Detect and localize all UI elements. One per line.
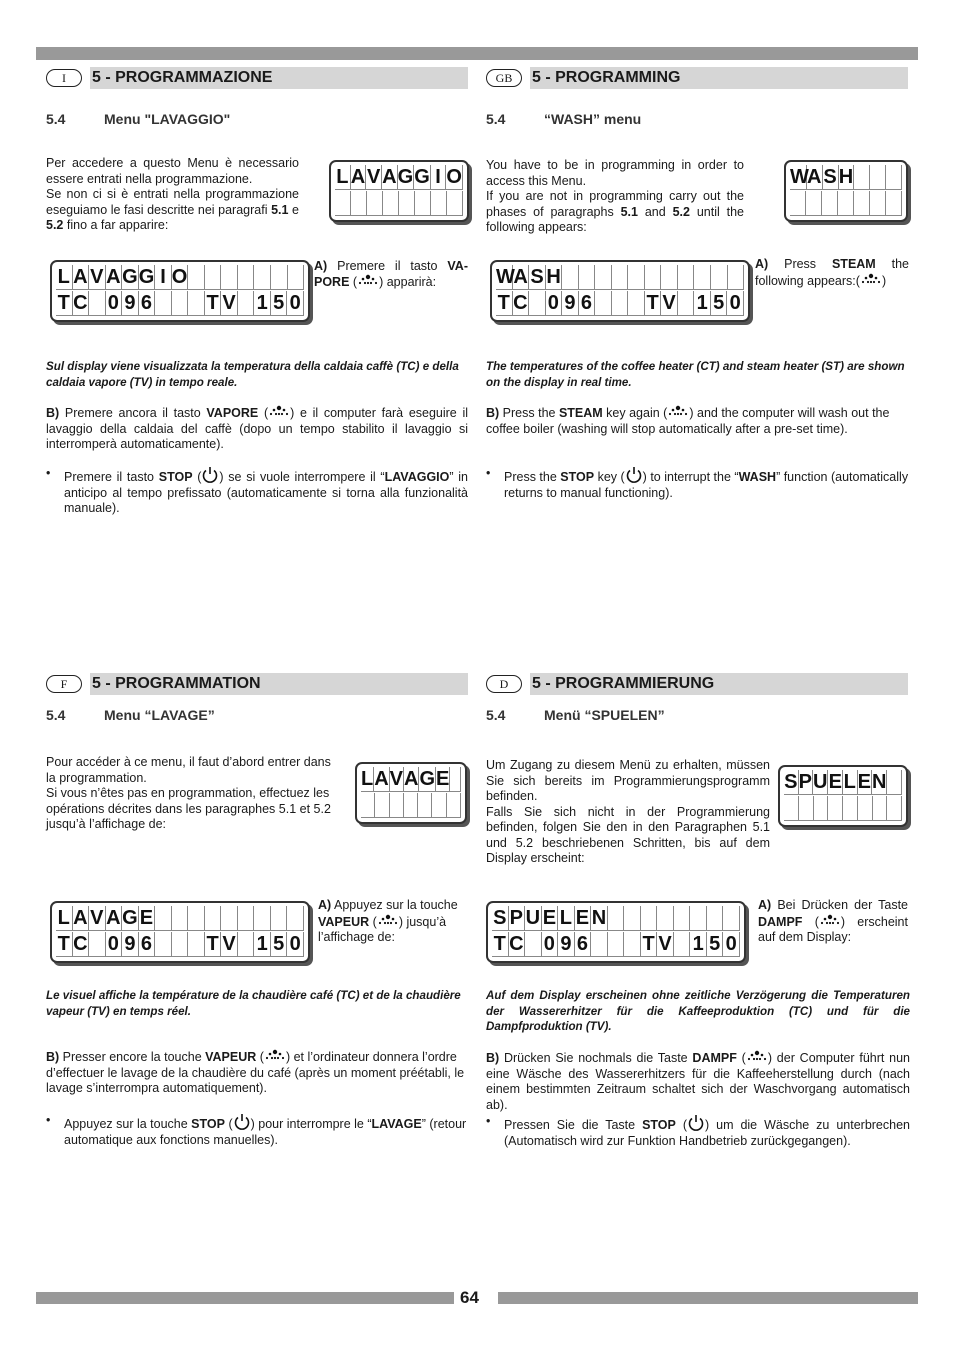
subsection-label: Menu "LAVAGGIO" xyxy=(104,111,231,127)
lcd-cell xyxy=(188,291,205,316)
lcd-cell xyxy=(886,191,902,216)
lcd-cell: V xyxy=(221,291,238,316)
lcd-cell: A xyxy=(807,166,822,188)
power-icon xyxy=(233,1113,251,1131)
steam-icon xyxy=(746,1050,768,1064)
subsection-number: 5.4 xyxy=(46,707,66,723)
lcd-cell: 6 xyxy=(579,291,596,316)
lcd-cell xyxy=(155,291,172,316)
lcd-cell: A xyxy=(106,266,121,288)
lcd-cell xyxy=(221,906,238,931)
intro-text: Pour accéder à ce menu, il faut d’abord entrer dans la programmation. Si vous n’êtes pas en programmation, effectuez les opérations décrites dans les paragraphes 5.1 et 5.2 jusqu’à l’affichage de: xyxy=(46,755,331,831)
lcd-cell xyxy=(784,796,799,821)
lcd-cell: C xyxy=(73,292,88,314)
step-stop: • Premere il tasto STOP ( ) se si vuole interrompere il “LAVAGGIO” in anticipo al tempo prefissato (automaticamente si torna alla funzionalità manuale). xyxy=(46,466,468,515)
realtime-note: Auf dem Display erscheinen ohne zeitliche Verzögerung die Temperaturen der Wassererhitzer für die Kaffeeproduktion (TC) und für die Dampfproduktion (TV). xyxy=(486,989,910,1033)
intro-text: Per accedere a questo Menu è necessario essere entrati nella programmazione. Se non ci si è entrati nella programmazione eseguiamo le fasi descritte nei paragrafi 5.1 e 5.2 fino a far apparire: xyxy=(46,156,299,232)
lcd-cell xyxy=(89,932,106,957)
lcd-cell: O xyxy=(446,166,462,188)
lcd-cell: A xyxy=(73,907,88,929)
lcd-cell xyxy=(870,165,886,190)
lcd-cell xyxy=(612,291,629,316)
step-b: B) Premere ancora il tasto VAPORE ( ) e il computer farà eseguire il lavaggio della caldaia del caffè (dopo un tempo stabilito il lavaggio si interromperà automaticamente). xyxy=(46,406,468,451)
lcd-cell: 1 xyxy=(254,291,271,316)
lcd-line-2 xyxy=(335,191,463,217)
lcd-cell: T xyxy=(56,932,73,957)
section-title: 5 - PROGRAMMING xyxy=(530,67,908,89)
lcd-cell: W xyxy=(790,166,809,188)
lcd-cell: I xyxy=(431,165,447,190)
lcd-cell xyxy=(288,265,305,290)
lcd-cell xyxy=(608,932,625,957)
lcd-cell xyxy=(188,906,205,931)
lcd-cell: S xyxy=(492,906,509,931)
lcd-cell: A xyxy=(513,266,528,288)
lcd-cell: G xyxy=(138,266,155,288)
lcd-cell: L xyxy=(56,906,73,931)
lcd-cell xyxy=(579,265,596,290)
lcd-cell xyxy=(854,191,870,216)
lcd-cell xyxy=(641,906,658,931)
power-icon xyxy=(687,1114,705,1132)
lcd-cell: H xyxy=(838,166,854,188)
lcd-cell xyxy=(383,191,399,216)
lcd-cell xyxy=(828,796,843,821)
steam-icon xyxy=(357,274,379,288)
section-title: 5 - PROGRAMMAZIONE xyxy=(90,67,468,89)
step-a: A) Press STEAM the following appears:( ) xyxy=(755,257,909,288)
steam-icon xyxy=(819,914,841,928)
lcd-cell: 0 xyxy=(723,932,740,957)
lcd-cell: 6 xyxy=(139,291,156,316)
bullet: • xyxy=(46,466,51,480)
lcd-cell: N xyxy=(872,771,887,793)
lcd-cell xyxy=(205,906,222,931)
subsection-number: 5.4 xyxy=(486,111,506,127)
intro-text: You have to be in programming in order to access this Menu. If you are not in programming carry out the phases of paragraphs 5.1 and 5.2 until the following appears: xyxy=(486,158,744,234)
lcd-line-1 xyxy=(790,165,902,191)
lcd-cell xyxy=(887,770,902,795)
lcd-cell xyxy=(822,191,838,216)
lcd-cell xyxy=(172,291,189,316)
lcd-cell xyxy=(595,291,612,316)
section-header xyxy=(46,67,468,89)
step-b: B) Press the STEAM key again ( ) and the computer will wash out the coffee boiler (washing will stop automatically after a pre-set time). xyxy=(486,406,890,436)
lcd-cell xyxy=(431,191,447,216)
lcd-cell: E xyxy=(575,906,592,931)
lcd-line-2 xyxy=(56,932,304,958)
lcd-line-1 xyxy=(335,165,463,191)
lcd-cell: E xyxy=(436,768,450,790)
subsection-label: Menu “LAVAGE” xyxy=(104,707,215,723)
lcd-cell: V xyxy=(89,265,106,290)
lcd-cell: E xyxy=(857,771,871,793)
lcd-cell: V xyxy=(389,768,404,790)
lcd-cell xyxy=(806,191,822,216)
lcd-cell: L xyxy=(558,906,575,931)
lcd-cell: T xyxy=(641,932,658,957)
lcd-cell xyxy=(447,191,463,216)
lcd-cell xyxy=(612,265,629,290)
footer-bar-right xyxy=(498,1292,918,1304)
lcd-cell: 9 xyxy=(122,291,139,316)
lcd-cell: P xyxy=(798,771,812,793)
lcd-cell: L xyxy=(843,771,856,793)
lcd-cell: V xyxy=(89,906,106,931)
lcd-cell: T xyxy=(645,291,662,316)
lcd-cell: 9 xyxy=(558,932,575,957)
lcd-cell: T xyxy=(496,291,513,316)
steam-icon xyxy=(860,273,882,287)
section-italian xyxy=(46,67,468,89)
lcd-cell xyxy=(287,906,304,931)
section-title: 5 - PROGRAMMATION xyxy=(90,673,468,695)
lcd-cell: U xyxy=(525,907,541,929)
lcd-cell xyxy=(335,191,351,216)
lcd-cell xyxy=(873,796,888,821)
lcd-cell: 0 xyxy=(542,932,559,957)
section-german xyxy=(486,673,908,695)
lcd-cell xyxy=(645,265,662,290)
lcd-cell: H xyxy=(546,266,561,288)
intro-text: Um Zugang zu diesem Menü zu erhalten, müssen Sie sich bereits im Programmierungsprogramm befinden. Falls Sie sich nicht in der Programmierung befinden, folgen Sie den in den Paragraphen 5.1 und 5.2 beschriebenen Schritten, bis auf dem Display erscheint: xyxy=(486,758,770,865)
lcd-cell xyxy=(728,265,745,290)
lcd-line-1 xyxy=(361,767,461,793)
lcd-cell: A xyxy=(382,166,397,188)
lcd-cell xyxy=(390,793,404,818)
lcd-cell: 1 xyxy=(254,932,271,957)
lcd-cell: C xyxy=(513,292,528,314)
section-header xyxy=(46,673,468,695)
lcd-line-2 xyxy=(361,793,461,819)
lcd-cell xyxy=(351,191,367,216)
lcd-cell: 0 xyxy=(546,291,563,316)
realtime-note: Sul display viene visualizzata la temperatura della caldaia caffè (TC) e della caldaia vapore (TV) in tempo reale. xyxy=(46,360,459,389)
bullet: • xyxy=(486,466,491,480)
lcd-cell xyxy=(188,932,205,957)
lcd-line-1 xyxy=(56,265,304,291)
language-flag: I xyxy=(46,69,82,87)
lcd-cell xyxy=(399,191,415,216)
lcd-cell: L xyxy=(335,165,351,190)
bullet: • xyxy=(46,1113,51,1127)
section-title: 5 - PROGRAMMIERUNG xyxy=(530,673,908,695)
lcd-cell: A xyxy=(350,166,366,188)
top-bar xyxy=(36,47,918,60)
lcd-cell: G xyxy=(397,166,414,188)
lcd-cell xyxy=(188,265,205,290)
lcd-cell xyxy=(271,906,288,931)
lcd-cell xyxy=(238,291,255,316)
language-flag: F xyxy=(46,675,82,693)
lcd-display-small xyxy=(355,762,467,824)
lcd-cell xyxy=(432,793,446,818)
lcd-cell: I xyxy=(155,265,172,290)
power-icon xyxy=(201,466,219,484)
lcd-display-large xyxy=(490,260,750,322)
subsection-number: 5.4 xyxy=(486,707,506,723)
steam-icon xyxy=(264,1049,286,1063)
lcd-cell xyxy=(271,265,288,290)
lcd-cell xyxy=(595,265,612,290)
lcd-cell xyxy=(529,291,546,316)
lcd-cell xyxy=(870,191,886,216)
lcd-cell xyxy=(254,906,271,931)
lcd-cell: 6 xyxy=(575,932,592,957)
lcd-cell xyxy=(887,796,902,821)
steam-icon xyxy=(377,914,399,928)
lcd-cell xyxy=(790,191,806,216)
lcd-cell xyxy=(375,793,389,818)
lcd-cell: G xyxy=(414,166,430,188)
subsection-label: Menü “SPUELEN” xyxy=(544,707,665,723)
lcd-cell: W xyxy=(496,266,515,288)
lcd-cell: V xyxy=(657,932,674,957)
lcd-cell: L xyxy=(361,768,374,790)
lcd-cell xyxy=(238,265,255,290)
lcd-cell xyxy=(814,796,829,821)
lcd-cell xyxy=(155,906,172,931)
lcd-cell: 5 xyxy=(271,291,288,316)
lcd-cell xyxy=(854,165,870,190)
lcd-line-2 xyxy=(56,291,304,317)
lcd-cell xyxy=(886,165,902,190)
lcd-cell xyxy=(404,793,418,818)
lcd-cell: 1 xyxy=(690,932,707,957)
lcd-line-1 xyxy=(492,906,740,932)
step-a: A) Appuyez sur la touche VAPEUR ( ) jusqu’à l’affichage de: xyxy=(318,898,458,944)
step-a: A) Premere il tasto VA-PORE ( ) apparirà: xyxy=(314,259,468,289)
lcd-cell: G xyxy=(419,768,436,790)
lcd-display-large xyxy=(50,901,310,963)
language-flag: D xyxy=(486,675,522,693)
lcd-cell: 1 xyxy=(694,291,711,316)
lcd-line-2 xyxy=(790,191,902,217)
lcd-cell xyxy=(238,906,255,931)
step-a: A) Bei Drücken der Taste DAMPF ( ) erscheint auf dem Display: xyxy=(758,898,908,944)
lcd-cell xyxy=(89,291,106,316)
lcd-cell: 0 xyxy=(106,291,123,316)
lcd-line-2 xyxy=(496,291,744,317)
section-header xyxy=(486,673,908,695)
lcd-cell: L xyxy=(56,265,73,290)
lcd-cell xyxy=(155,932,172,957)
lcd-cell: P xyxy=(509,906,526,931)
lcd-cell xyxy=(723,906,740,931)
lcd-cell: 5 xyxy=(271,932,288,957)
lcd-line-1 xyxy=(496,265,744,291)
lcd-cell: S xyxy=(784,771,798,793)
step-stop: • Appuyez sur la touche STOP ( ) pour interrompre le “LAVAGE” (retour automatique aux fonctions manuelles). xyxy=(46,1113,467,1147)
step-stop: • Press the STOP key ( ) to interrupt the “WASH” function (automatically returns to manual functioning). xyxy=(486,466,909,500)
lcd-cell xyxy=(858,796,873,821)
lcd-cell: T xyxy=(56,291,73,316)
lcd-cell xyxy=(661,265,678,290)
step-b: B) Drücken Sie nochmals die Taste DAMPF ( ) der Computer führt nun eine Wäsche des Wassererhitzers für die Kaffeeherstellung durch (nach einem bestimmten Zeitraum schaltet sich der Waschvorgang automatisch ab). xyxy=(486,1051,911,1112)
lcd-cell: 0 xyxy=(287,291,304,316)
lcd-line-2 xyxy=(492,932,740,958)
lcd-cell xyxy=(254,265,271,290)
lcd-cell xyxy=(447,793,461,818)
lcd-cell xyxy=(415,191,431,216)
lcd-cell: 9 xyxy=(562,291,579,316)
lcd-cell xyxy=(624,932,641,957)
lcd-cell xyxy=(624,906,641,931)
lcd-line-1 xyxy=(56,906,304,932)
lcd-cell: A xyxy=(73,266,88,288)
lcd-cell: G xyxy=(122,907,138,929)
lcd-cell xyxy=(628,265,645,290)
lcd-cell: A xyxy=(404,768,419,790)
footer-bar-left xyxy=(36,1292,454,1304)
lcd-cell xyxy=(172,932,189,957)
lcd-cell: G xyxy=(122,266,138,288)
lcd-cell xyxy=(450,767,461,792)
lcd-cell xyxy=(591,932,608,957)
lcd-line-2 xyxy=(784,796,902,822)
language-flag: GB xyxy=(486,69,522,87)
lcd-cell: V xyxy=(366,166,381,188)
lcd-cell: E xyxy=(828,771,842,793)
lcd-cell: 5 xyxy=(711,291,728,316)
lcd-cell xyxy=(838,191,854,216)
lcd-cell: T xyxy=(492,932,509,957)
lcd-cell xyxy=(418,793,432,818)
lcd-cell xyxy=(690,906,707,931)
lcd-cell xyxy=(525,932,542,957)
lcd-line-1 xyxy=(784,770,902,796)
lcd-cell: V xyxy=(661,291,678,316)
lcd-cell xyxy=(799,796,814,821)
power-icon xyxy=(625,466,643,484)
lcd-cell xyxy=(361,793,375,818)
lcd-cell xyxy=(674,906,691,931)
lcd-cell xyxy=(678,265,695,290)
realtime-note: Le visuel affiche la température de la chaudière café (TC) et de la chaudière vapeur (TV) en temps réel. xyxy=(46,989,461,1018)
lcd-cell: 0 xyxy=(287,932,304,957)
lcd-display-large xyxy=(486,901,746,963)
steam-icon xyxy=(667,405,689,419)
lcd-cell: C xyxy=(509,933,524,955)
step-b: B) Presser encore la touche VAPEUR ( ) et l’ordinateur donnera l’ordre d’effectuer le lavage de la chaudière du café (après un moment préétabli, le lavage s’interrompra automatiquement). xyxy=(46,1050,465,1095)
subsection-number: 5.4 xyxy=(46,111,66,127)
section-french xyxy=(46,673,468,695)
lcd-cell: 0 xyxy=(727,291,744,316)
lcd-cell: 5 xyxy=(707,932,724,957)
lcd-cell xyxy=(205,265,222,290)
step-stop: • Pressen Sie die Taste STOP ( ) um die Wäsche zu unterbrechen (Automatisch wird zur Funktion Handbetrieb zurückgegangen). xyxy=(486,1114,910,1148)
lcd-cell: V xyxy=(221,932,238,957)
lcd-cell xyxy=(238,932,255,957)
lcd-cell: U xyxy=(813,771,828,793)
lcd-cell: C xyxy=(73,933,88,955)
lcd-cell xyxy=(367,191,383,216)
section-english xyxy=(486,67,908,89)
lcd-cell: E xyxy=(542,906,559,931)
lcd-cell: 6 xyxy=(139,932,156,957)
lcd-cell xyxy=(843,796,858,821)
lcd-display-small xyxy=(784,160,908,222)
lcd-cell: A xyxy=(106,907,121,929)
lcd-cell: S xyxy=(529,265,546,290)
lcd-cell: S xyxy=(823,166,837,188)
lcd-cell xyxy=(678,291,695,316)
lcd-cell: N xyxy=(591,907,607,929)
subsection-label: “WASH” menu xyxy=(544,111,642,127)
lcd-display-small xyxy=(778,765,908,827)
lcd-cell xyxy=(657,906,674,931)
lcd-display-large xyxy=(50,260,310,322)
lcd-cell xyxy=(221,265,238,290)
steam-icon xyxy=(268,405,290,419)
lcd-cell xyxy=(172,906,189,931)
lcd-cell xyxy=(674,932,691,957)
lcd-cell xyxy=(711,265,728,290)
lcd-cell: T xyxy=(205,932,222,957)
lcd-cell: E xyxy=(139,906,156,931)
lcd-cell xyxy=(707,906,724,931)
lcd-cell: 9 xyxy=(122,932,139,957)
section-header xyxy=(486,67,908,89)
realtime-note: The temperatures of the coffee heater (CT) and steam heater (ST) are shown on the display in real time. xyxy=(486,360,905,389)
lcd-cell xyxy=(628,291,645,316)
lcd-cell xyxy=(694,265,711,290)
lcd-display-small xyxy=(329,160,469,222)
page-number: 64 xyxy=(460,1288,479,1307)
lcd-cell: 0 xyxy=(106,932,123,957)
lcd-cell xyxy=(562,265,579,290)
bullet: • xyxy=(486,1114,491,1128)
lcd-cell: O xyxy=(171,266,188,288)
lcd-cell: A xyxy=(374,768,389,790)
lcd-cell xyxy=(608,906,625,931)
lcd-cell: T xyxy=(205,291,222,316)
